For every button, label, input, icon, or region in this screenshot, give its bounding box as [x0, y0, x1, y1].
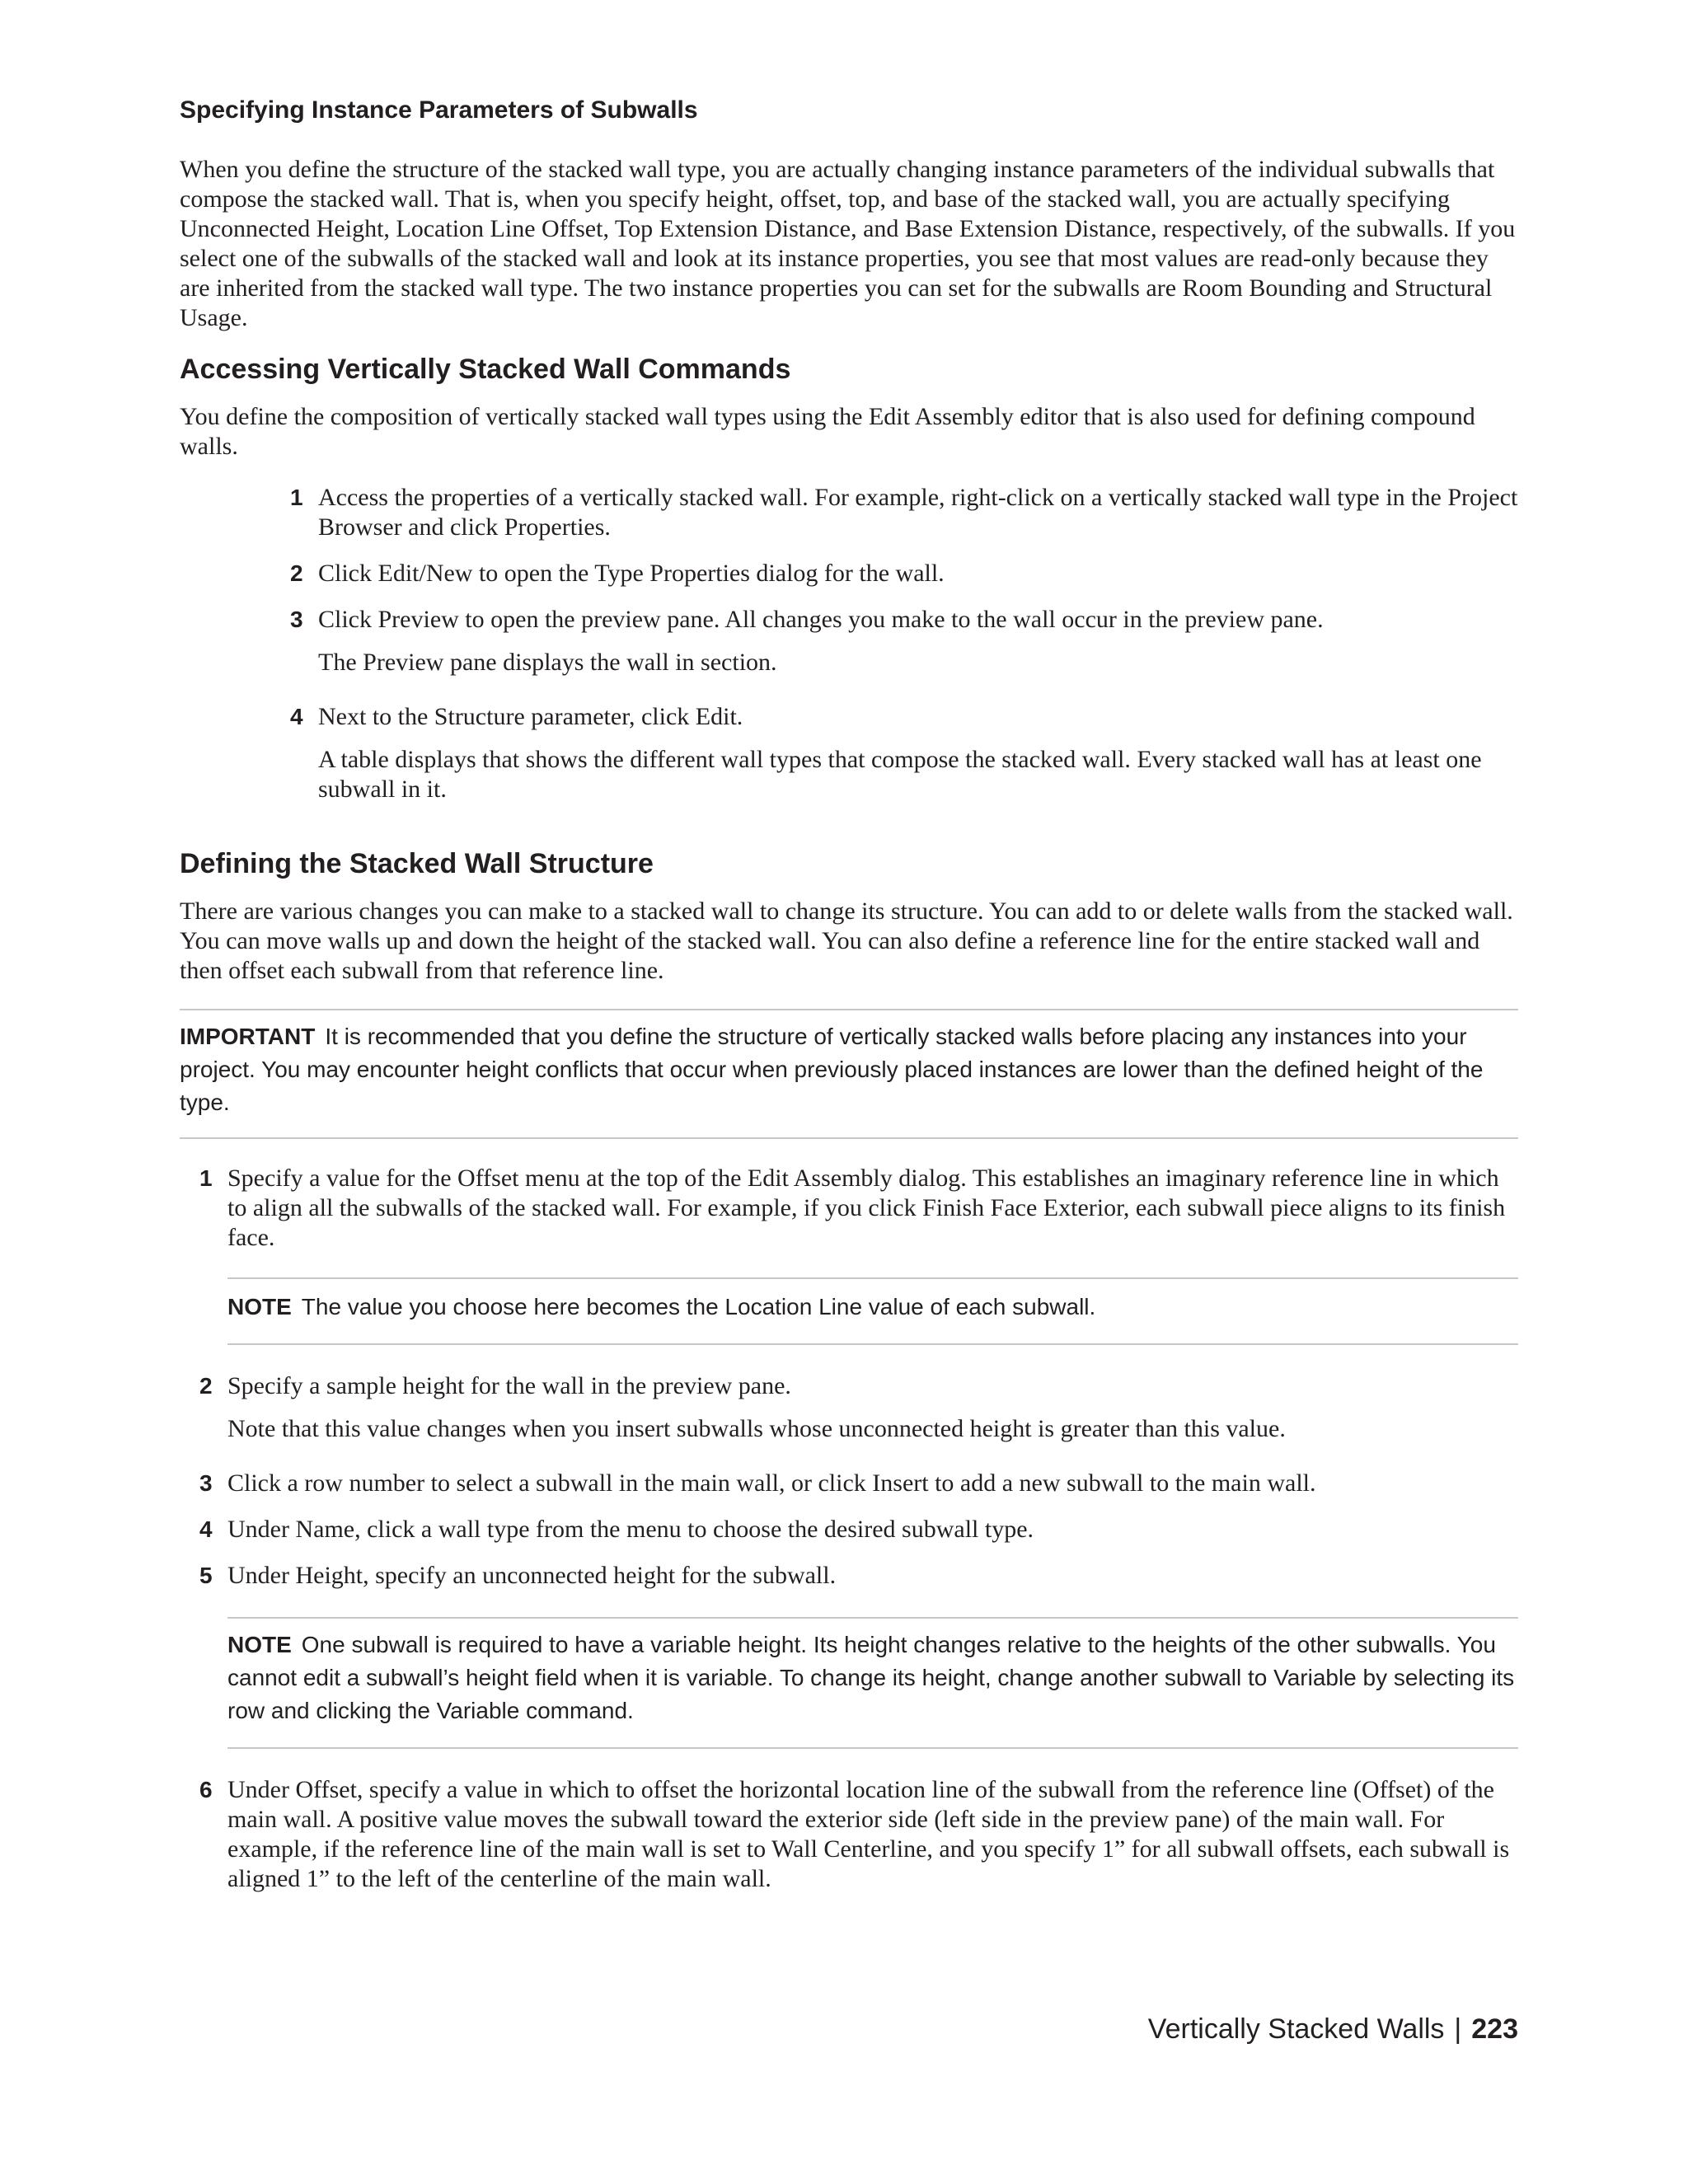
step-number: 2	[290, 560, 303, 586]
divider	[227, 1747, 1518, 1749]
divider	[227, 1277, 1518, 1279]
list-item	[290, 605, 1518, 635]
note-text: One subwall is required to have a variable height. Its height changes relative to the heights of the other subwalls. You cannot edit a subwall’s height field when it is variable. To change its height, change another subwall to Variable by selecting its row and clicking the Variable command.	[227, 1632, 1515, 1723]
divider	[227, 1343, 1518, 1345]
list-item	[199, 1561, 1518, 1591]
step-detail: Note that this value changes when you insert subwalls whose unconnected height is greater than this value.	[227, 1415, 1286, 1442]
note-label: NOTE	[227, 1294, 292, 1319]
step-text: Click a row number to select a subwall in the main wall, or click Insert to add a new subwall to the main wall.	[227, 1469, 1316, 1497]
note-location-line	[227, 1291, 1518, 1324]
list-item	[290, 483, 1518, 542]
important-note	[180, 1020, 1518, 1119]
step-text: Under Name, click a wall type from the menu to choose the desired subwall type.	[227, 1516, 1034, 1543]
footer-separator: |	[1454, 2013, 1462, 2045]
list-item	[199, 1469, 1518, 1498]
note-variable-height	[227, 1629, 1518, 1727]
paragraph-instance-parameters: When you define the structure of the stacked wall type, you are actually changing instance parameters of the individual subwalls that compose the stacked wall. That is, when you specify height, offset, top, and base of the stacked wall, you are actually specifying Unconnected Height, Location Line Offset, Top Extension Distance, and Base Extension Distance, respectively, of the subwalls. If you select one of the subwalls of the stacked wall and look at its instance properties, you see that most values are read-only because they are inherited from the stacked wall type. The two instance properties you can set for the subwalls are Room Bounding and Structural Usage.	[180, 156, 1516, 331]
step-detail: A table displays that shows the different wall types that compose the stacked wall. Every stacked wall has at least one subwall in it.	[318, 746, 1482, 803]
heading-defining-structure: Defining the Stacked Wall Structure	[180, 848, 654, 879]
footer-chapter-title: Vertically Stacked Walls	[1147, 2013, 1445, 2045]
step-number: 1	[290, 485, 303, 510]
list-item	[290, 559, 1518, 588]
list-item	[199, 1371, 1518, 1401]
page-footer	[1148, 2013, 1518, 2046]
step-number: 4	[290, 704, 303, 729]
step-number: 3	[199, 1470, 213, 1496]
paragraph-defining-intro: There are various changes you can make to a stacked wall to change its structure. You can add to or delete walls from the stacked wall. You can move walls up and down the height of the stacked wall. You can also define a reference line for the entire stacked wall and then offset each subwall from that reference line.	[180, 898, 1513, 984]
paragraph-accessing-intro: You define the composition of vertically stacked wall types using the Edit Assembly editor that is also used for defining compound walls.	[180, 403, 1475, 460]
step-text: Specify a value for the Offset menu at the top of the Edit Assembly dialog. This establishes an imaginary reference line in which to align all the subwalls of the stacked wall. For example, if you click Finish Face Exterior, each subwall piece aligns to its finish face.	[227, 1165, 1506, 1251]
step-number: 5	[199, 1563, 213, 1588]
list-item	[290, 702, 1518, 732]
step-text: Specify a sample height for the wall in the preview pane.	[227, 1372, 791, 1399]
page-number: 223	[1471, 2013, 1518, 2045]
step-number: 1	[199, 1165, 213, 1191]
step-number: 6	[199, 1777, 213, 1802]
list-item	[199, 1515, 1518, 1544]
divider	[227, 1617, 1518, 1619]
heading-accessing-commands: Accessing Vertically Stacked Wall Commands	[180, 354, 791, 385]
note-label: NOTE	[227, 1632, 292, 1657]
step-text: Under Offset, specify a value in which to offset the horizontal location line of the subwall from the reference line (Offset) of the main wall. A positive value moves the subwall toward the exterior side (left side in the preview pane) of the main wall. For example, if the reference line of the main wall is set to Wall Centerline, and you specify 1” for all subwall offsets, each subwall is aligned 1” to the left of the centerline of the main wall.	[227, 1776, 1510, 1892]
list-item	[199, 1775, 1518, 1894]
important-text: It is recommended that you define the structure of vertically stacked walls before placing any instances into your project. You may encounter height conflicts that occur when previously placed instances are lower than the defined height of the type.	[180, 1024, 1484, 1115]
step-detail: The Preview pane displays the wall in section.	[318, 649, 777, 676]
step-text: Next to the Structure parameter, click Edit.	[318, 703, 743, 730]
step-text: Under Height, specify an unconnected height for the subwall.	[227, 1562, 837, 1589]
step-number: 3	[290, 607, 303, 632]
divider	[180, 1009, 1518, 1010]
step-text: Access the properties of a vertically stacked wall. For example, right-click on a vertically stacked wall type in the Project Browser and click Properties.	[318, 484, 1518, 541]
divider	[180, 1137, 1518, 1139]
step-text: Click Preview to open the preview pane. All changes you make to the wall occur in the preview pane.	[318, 606, 1324, 633]
step-number: 2	[199, 1373, 213, 1399]
step-number: 4	[199, 1516, 213, 1542]
important-label: IMPORTANT	[180, 1024, 316, 1049]
heading-instance-parameters: Specifying Instance Parameters of Subwalls	[180, 96, 698, 124]
note-text: The value you choose here becomes the Location Line value of each subwall.	[301, 1294, 1096, 1319]
list-item	[199, 1164, 1518, 1253]
step-text: Click Edit/New to open the Type Properties dialog for the wall.	[318, 560, 945, 587]
